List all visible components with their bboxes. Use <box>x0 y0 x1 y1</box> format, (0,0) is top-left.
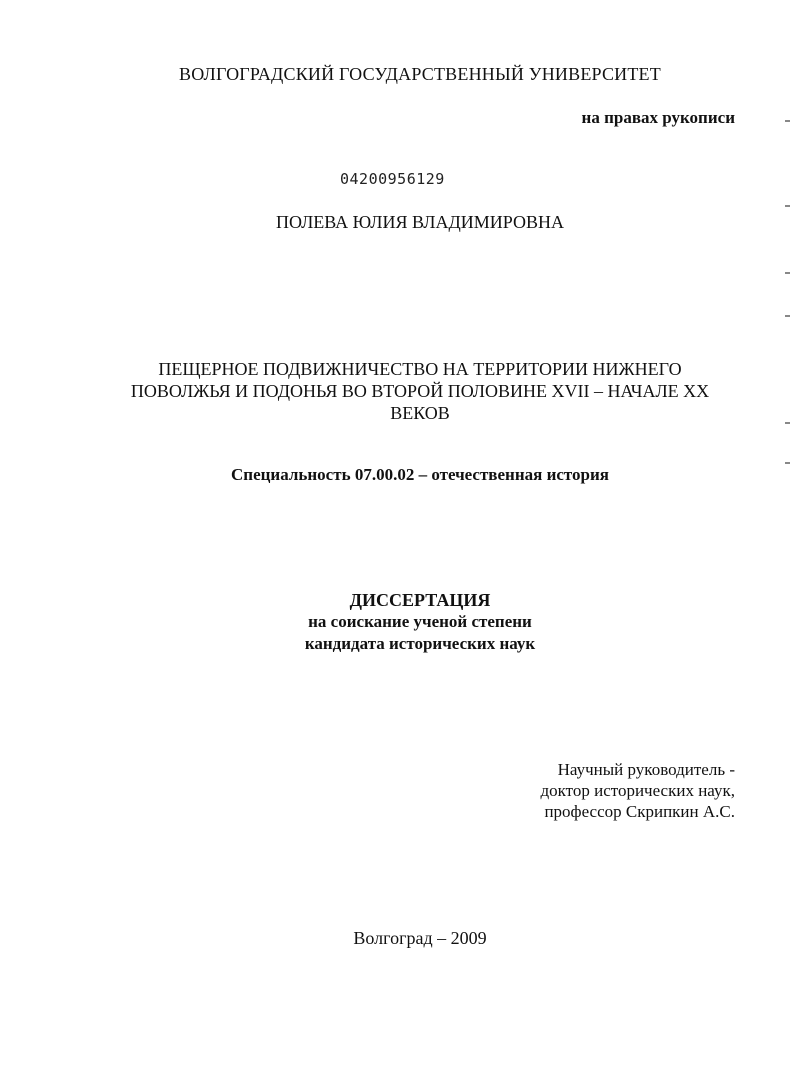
scan-artifact <box>785 120 790 122</box>
degree-line-2: кандидата исторических наук <box>304 634 536 653</box>
dissertation-title <box>0 358 793 424</box>
scan-artifact <box>785 462 790 464</box>
supervisor-line-3: профессор Скрипкин А.С. <box>544 802 735 821</box>
scan-artifact <box>785 315 790 317</box>
degree-heading: ДИССЕРТАЦИЯ <box>349 590 491 610</box>
university-name: ВОЛГОГРАДСКИЙ ГОСУДАРСТВЕННЫЙ УНИВЕРСИТЕТ <box>179 64 661 84</box>
specialty: Специальность 07.00.02 – отечественная история <box>231 465 609 484</box>
supervisor-line-2: доктор исторических наук, <box>540 781 735 800</box>
scan-artifact <box>785 272 790 274</box>
title-line-3: ВЕКОВ <box>390 403 450 423</box>
supervisor-line-1: Научный руководитель - <box>557 760 735 779</box>
manuscript-note: на правах рукописи <box>581 108 735 127</box>
supervisor-block <box>540 759 735 822</box>
title-line-2: ПОВОЛЖЬЯ И ПОДОНЬЯ ВО ВТОРОЙ ПОЛОВИНЕ XVII – НАЧАЛЕ XX <box>130 381 710 401</box>
scan-artifact <box>785 422 790 424</box>
city-year: Волгоград – 2009 <box>353 928 487 948</box>
title-line-1: ПЕЩЕРНОЕ ПОДВИЖНИЧЕСТВО НА ТЕРРИТОРИИ НИЖНЕГО <box>158 359 682 379</box>
registration-number-stamp: 04200956129 <box>340 170 445 188</box>
author-name: ПОЛЕВА ЮЛИЯ ВЛАДИМИРОВНА <box>275 212 565 232</box>
scan-artifact <box>785 205 790 207</box>
degree-line-1: на соискание ученой степени <box>308 612 532 631</box>
